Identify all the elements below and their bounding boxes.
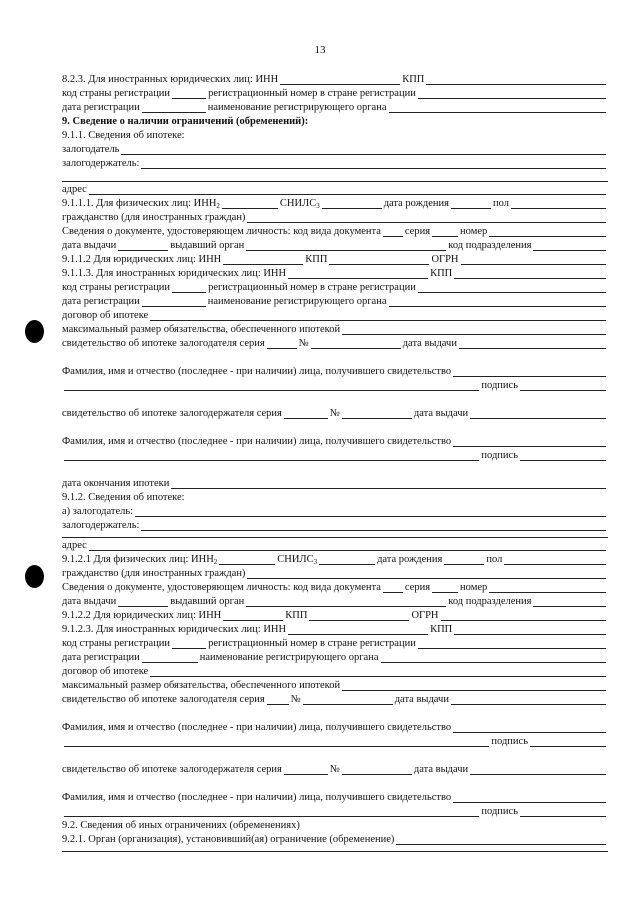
certificate-date-field-2[interactable]: [451, 694, 606, 705]
max-obligation-field-2[interactable]: [342, 680, 606, 691]
signature-field[interactable]: [520, 380, 606, 391]
birth-date-field[interactable]: [451, 198, 491, 209]
mortgage-end-date-field[interactable]: [171, 478, 606, 489]
registration-date-row: дата регистрации наименование регистрирующего органа: [62, 101, 608, 114]
section-9-1-2-heading: 9.1.2. Сведения об ипотеке:: [62, 492, 185, 503]
citizenship-row: гражданство (для иностранных граждан): [62, 211, 608, 224]
issuing-authority-field-2[interactable]: [246, 596, 446, 607]
address-row: адрес: [62, 183, 608, 196]
section-9-1-1-heading: 9.1.1. Сведения об ипотеке:: [62, 130, 185, 141]
legal-inn-field-2[interactable]: [223, 610, 283, 621]
signature-field-3[interactable]: [530, 736, 606, 747]
registration-date-row-2: дата регистрации наименование регистрирующего органа: [62, 295, 608, 308]
kpp-field[interactable]: [426, 74, 606, 85]
legal-entity-inn-row: 9.1.1.2 Для юридических лиц: ИНН КПП ОГРН: [62, 253, 608, 266]
country-code-field[interactable]: [172, 88, 206, 99]
mortgage-end-date-row: дата окончания ипотеки: [62, 477, 608, 490]
mortgage-agreement-row: договор об ипотеке: [62, 309, 608, 322]
registration-date-field-3[interactable]: [142, 652, 198, 663]
legal-entity-inn-row-2: 9.1.2.2 Для юридических лиц: ИНН КПП ОГРН: [62, 609, 608, 622]
registering-authority-field[interactable]: [389, 102, 607, 113]
document-series-field[interactable]: [432, 226, 458, 237]
snils-field-2[interactable]: [319, 554, 375, 565]
pledgor-field-2[interactable]: [135, 506, 606, 517]
registration-date-field[interactable]: [142, 102, 206, 113]
recipient-name-continuation[interactable]: [64, 380, 479, 391]
registration-date-field-2[interactable]: [142, 296, 206, 307]
pledgee-field[interactable]: [141, 158, 606, 169]
pledgor-field[interactable]: [121, 144, 606, 155]
identity-document-row-2: Сведения о документе, удостоверяющем личность: код вида документа серия номер: [62, 581, 608, 594]
citizenship-field[interactable]: [247, 212, 606, 223]
certificate-number-field[interactable]: [311, 338, 401, 349]
address-row-2: адрес: [62, 539, 608, 552]
mortgage-agreement-field[interactable]: [150, 310, 606, 321]
snils-field[interactable]: [322, 198, 382, 209]
identity-document-row: Сведения о документе, удостоверяющем личность: код вида документа серия номер: [62, 225, 608, 238]
recipient-name-field-3[interactable]: [453, 722, 606, 733]
section-9-heading: 9. Сведение о наличии ограничений (обременений):: [62, 116, 309, 127]
foreign-legal-inn-row-2: 9.1.1.3. Для иностранных юридических лиц: ИНН КПП: [62, 267, 608, 280]
registration-number-field-2[interactable]: [418, 282, 606, 293]
citizenship-field-2[interactable]: [247, 568, 606, 579]
registration-date-row-3: дата регистрации наименование регистрирующего органа: [62, 651, 608, 664]
country-code-field-2[interactable]: [172, 282, 206, 293]
registration-country-row: код страны регистрации регистрационный номер в стране регистрации: [62, 87, 608, 100]
subdivision-code-field[interactable]: [533, 240, 606, 251]
issue-date-row-2: дата выдачи выдавший орган код подразделения: [62, 595, 608, 608]
pledgee-certificate-date-field-2[interactable]: [470, 764, 606, 775]
subdivision-code-field-2[interactable]: [533, 596, 606, 607]
citizenship-row-2: гражданство (для иностранных граждан): [62, 567, 608, 580]
page-number: 13: [314, 44, 326, 56]
pledgee-row-2: залогодержатель:: [62, 519, 608, 532]
pledgee-certificate-series-field-2[interactable]: [284, 764, 328, 775]
registration-country-row-2: код страны регистрации регистрационный номер в стране регистрации: [62, 281, 608, 294]
certificate-series-field[interactable]: [267, 338, 297, 349]
foreign-legal-inn-row-3: 9.1.2.3. Для иностранных юридических лиц: ИНН КПП: [62, 623, 608, 636]
registering-authority-field-2[interactable]: [389, 296, 607, 307]
issuing-authority-field[interactable]: [246, 240, 446, 251]
pledgee-certificate-row: свидетельство об ипотеке залогодержателя серия № дата выдачи: [62, 407, 608, 420]
registration-number-field[interactable]: [418, 88, 606, 99]
restricting-authority-field[interactable]: [396, 834, 606, 845]
pledgee-certificate-series-field[interactable]: [284, 408, 328, 419]
pledgee-field-2[interactable]: [141, 520, 606, 531]
certificate-series-field-2[interactable]: [267, 694, 289, 705]
recipient-name-row-4: Фамилия, имя и отчество (последнее - при наличии) лица, получившего свидетельство: [62, 791, 608, 804]
document-series-field-2[interactable]: [432, 582, 458, 593]
max-obligation-field[interactable]: [342, 324, 606, 335]
ogrn-field-2[interactable]: [441, 610, 606, 621]
recipient-name-row: Фамилия, имя и отчество (последнее - при наличии) лица, получившего свидетельство: [62, 365, 608, 378]
recipient-name-continuation-4[interactable]: [64, 806, 479, 817]
individual-inn-field-2[interactable]: [219, 554, 275, 565]
pledgor-row-2: а) залогодатель:: [62, 505, 608, 518]
pledgor-row: залогодатель: [62, 143, 608, 156]
ogrn-field[interactable]: [461, 254, 606, 265]
certificate-number-field-2[interactable]: [303, 694, 393, 705]
certificate-date-field[interactable]: [459, 338, 606, 349]
individual-inn-field[interactable]: [222, 198, 278, 209]
pledgee-certificate-row-2: свидетельство об ипотеке залогодержателя серия № дата выдачи: [62, 763, 608, 776]
max-obligation-row-2: максимальный размер обязательства, обеспеченного ипотекой: [62, 679, 608, 692]
document-number-field-2[interactable]: [489, 582, 606, 593]
pledgee-certificate-number-field[interactable]: [342, 408, 412, 419]
registering-authority-field-3[interactable]: [381, 652, 607, 663]
foreign-kpp-field-2[interactable]: [454, 624, 606, 635]
document-number-field[interactable]: [489, 226, 606, 237]
address-field-2[interactable]: [89, 540, 606, 551]
foreign-inn-field[interactable]: [288, 268, 428, 279]
restricting-authority-continuation-line[interactable]: [62, 851, 608, 852]
mortgage-agreement-field-2[interactable]: [150, 666, 606, 677]
signature-field-2[interactable]: [520, 450, 606, 461]
individual-inn-row-2: 9.1.2.1 Для физических лиц: ИНН $_2$ СНИЛС $_3$ дата рождения пол: [62, 553, 608, 566]
document-type-field-2[interactable]: [383, 582, 403, 593]
mortgage-agreement-row-2: договор об ипотеке: [62, 665, 608, 678]
pledgor-certificate-row-2: свидетельство об ипотеке залогодателя серия № дата выдачи: [62, 693, 608, 706]
issue-date-row: дата выдачи выдавший орган код подразделения: [62, 239, 608, 252]
foreign-kpp-field[interactable]: [454, 268, 606, 279]
individual-inn-row: 9.1.1.1. Для физических лиц: ИНН $_2$ СНИЛС $_3$ дата рождения пол: [62, 197, 608, 210]
signature-row-4: подпись: [62, 805, 608, 818]
legal-kpp-field[interactable]: [329, 254, 429, 265]
registration-country-row-3: код страны регистрации регистрационный номер в стране регистрации: [62, 637, 608, 650]
legal-inn-field[interactable]: [223, 254, 303, 265]
signature-field-4[interactable]: [520, 806, 606, 817]
pledgee-continuation-line[interactable]: [62, 181, 608, 182]
section-9-2-heading: 9.2. Сведения об иных ограничениях (обременениях): [62, 820, 300, 831]
sex-field-2[interactable]: [504, 554, 606, 565]
recipient-name-field[interactable]: [453, 366, 606, 377]
sex-field[interactable]: [511, 198, 606, 209]
pledgee-certificate-number-field-2[interactable]: [342, 764, 412, 775]
restricting-authority-row: 9.2.1. Орган (организация), установивший(ая) ограничение (обременение): [62, 833, 608, 846]
punch-hole-top: [25, 320, 44, 343]
issue-date-field[interactable]: [118, 240, 168, 251]
pledgee-row: залогодержатель:: [62, 157, 608, 170]
legal-kpp-field-2[interactable]: [309, 610, 409, 621]
recipient-name-field-2[interactable]: [453, 436, 606, 447]
recipient-name-continuation-2[interactable]: [64, 450, 479, 461]
pledgee-certificate-date-field[interactable]: [470, 408, 606, 419]
issue-date-field-2[interactable]: [118, 596, 168, 607]
inn-field[interactable]: [280, 74, 400, 85]
max-obligation-row: максимальный размер обязательства, обеспеченного ипотекой: [62, 323, 608, 336]
recipient-name-row-2: Фамилия, имя и отчество (последнее - при наличии) лица, получившего свидетельство: [62, 435, 608, 448]
document-type-field[interactable]: [383, 226, 403, 237]
recipient-name-row-3: Фамилия, имя и отчество (последнее - при наличии) лица, получившего свидетельство: [62, 721, 608, 734]
registration-number-field-3[interactable]: [418, 638, 606, 649]
punch-hole-bottom: [25, 565, 44, 588]
signature-row-3: подпись: [62, 735, 608, 748]
foreign-inn-field-2[interactable]: [288, 624, 428, 635]
signature-row: подпись: [62, 379, 608, 392]
recipient-name-field-4[interactable]: [453, 792, 606, 803]
birth-date-field-2[interactable]: [444, 554, 484, 565]
pledgor-certificate-row: свидетельство об ипотеке залогодателя серия № дата выдачи: [62, 337, 608, 350]
country-code-field-3[interactable]: [172, 638, 206, 649]
recipient-name-continuation-3[interactable]: [64, 736, 489, 747]
foreign-legal-inn-row: 8.2.3. Для иностранных юридических лиц: ИНН КПП: [62, 73, 608, 86]
signature-row-2: подпись: [62, 449, 608, 462]
address-field[interactable]: [89, 184, 606, 195]
pledgee-continuation-line-2[interactable]: [62, 537, 608, 538]
